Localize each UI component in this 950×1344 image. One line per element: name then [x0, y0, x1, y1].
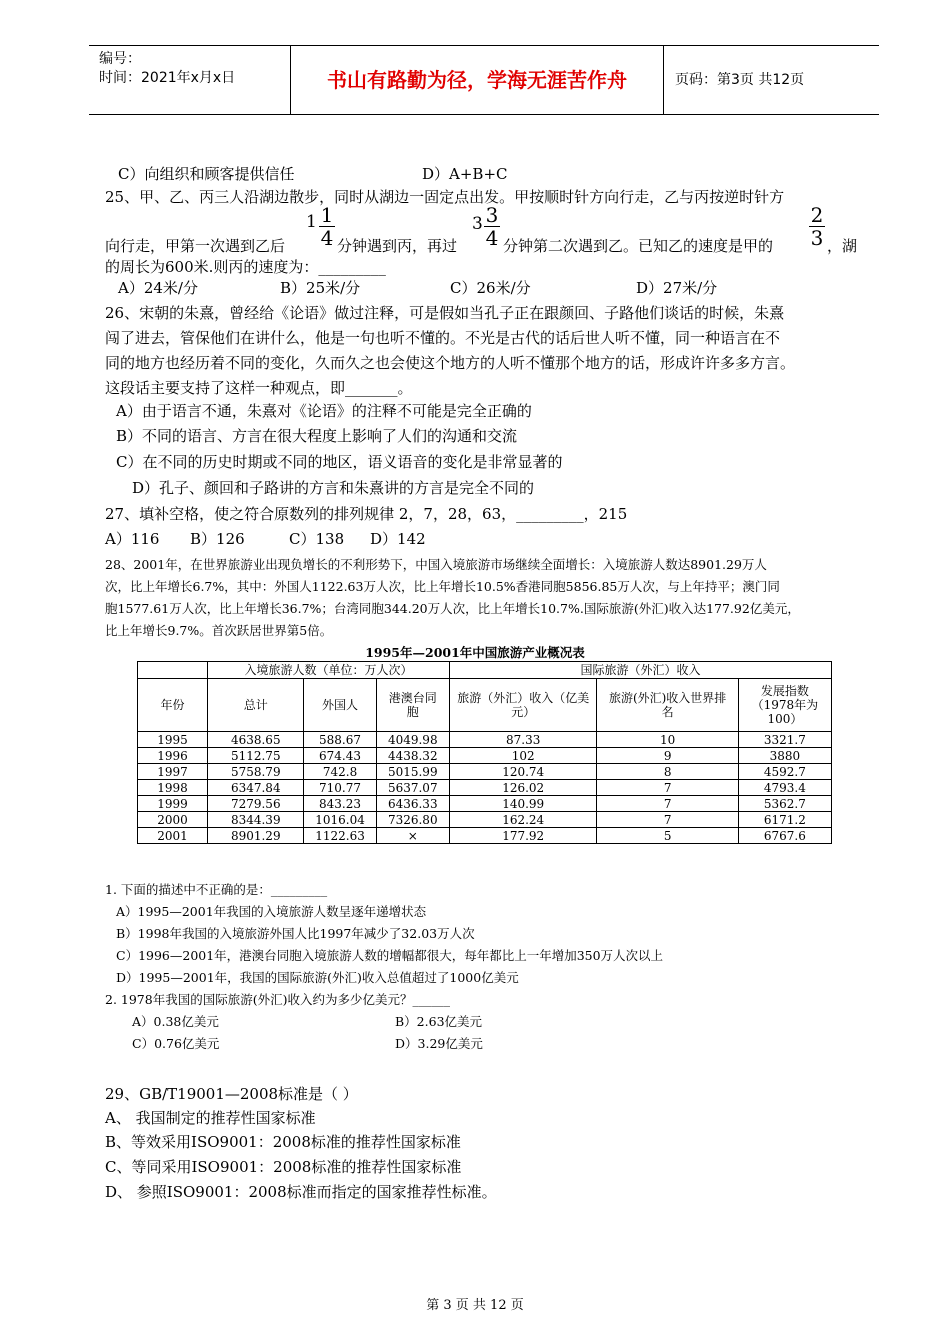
sub1-option-d: D）1995—2001年，我国的国际旅游(外汇)收入总值超过了1000亿美元	[116, 970, 519, 985]
table-cell: 4793.4	[738, 780, 831, 796]
table-cell: 1998	[138, 780, 208, 796]
q26-line3: 同的地方也经历着不同的变化，久而久之也会使这个地方的人听不懂那个地方的话，形成许许多多方言。	[105, 354, 796, 372]
table-cell: 102	[449, 748, 597, 764]
q25-line2d: ，湖	[827, 237, 858, 255]
q25-frac3-num: 2	[810, 203, 824, 227]
table-cell: 1997	[138, 764, 208, 780]
table-row	[138, 828, 832, 844]
q25-option-d: D）27米/分	[636, 279, 718, 297]
table-cell: 177.92	[449, 828, 597, 844]
table-header: 旅游(外汇)收入世界排名	[597, 679, 738, 732]
q26-option-c: C）在不同的历史时期或不同的地区，语义语音的变化是非常显著的	[116, 453, 563, 471]
table-cell-empty	[138, 662, 208, 679]
q26-line1: 26、宋朝的朱熹，曾经给《论语》做过注释，可是假如当孔子正在跟颜回、子路他们谈话的时候，朱熹	[105, 304, 785, 322]
q25-line1: 25、甲、乙、丙三人沿湖边散步，同时从湖边一固定点出发。甲按顺时针方向行走，乙与丙按逆时针方	[105, 188, 785, 206]
table-cell: 742.8	[304, 764, 376, 780]
q29-question: 29、GB/T19001—2008标准是（ ）	[105, 1085, 358, 1103]
table-header: 外国人	[304, 679, 376, 732]
q27-line1: 27、填补空格，使之符合原数列的排列规律 2，7，28，63，_________，215	[105, 505, 628, 523]
table-header: 发展指数（1978年为100）	[738, 679, 831, 732]
table-cell: 140.99	[449, 796, 597, 812]
q25-frac2-whole: 3	[472, 214, 483, 234]
q25-frac1	[319, 205, 335, 248]
q29-option-d: D、 参照ISO9001：2008标准而指定的国家推荐性标准。	[105, 1183, 497, 1201]
table-cell: 5	[597, 828, 738, 844]
table-cell: 120.74	[449, 764, 597, 780]
table-cell: 1016.04	[304, 812, 376, 828]
table-body	[138, 732, 832, 844]
sub2-option-d: D）3.29亿美元	[395, 1036, 483, 1051]
sub2-option-b: B）2.63亿美元	[395, 1014, 483, 1029]
table-cell: 1999	[138, 796, 208, 812]
table-cell: 126.02	[449, 780, 597, 796]
table-cell: 7	[597, 780, 738, 796]
q25-option-b: B）25米/分	[280, 279, 361, 297]
table-cell: ×	[376, 828, 449, 844]
table-cell: 7	[597, 812, 738, 828]
q25-line3: 的周长为600米.则丙的速度为：_________	[105, 258, 386, 276]
table-cell: 6767.6	[738, 828, 831, 844]
q29-option-a: A、 我国制定的推荐性国家标准	[105, 1109, 316, 1127]
q25-frac1-num: 1	[320, 203, 334, 227]
table-cell: 10	[597, 732, 738, 748]
header-time: 时间：2021年x月x日	[99, 70, 236, 86]
q27-option-c: C）138	[289, 530, 345, 548]
q25-frac2	[484, 205, 500, 248]
table-title: 1995年—2001年中国旅游产业概况表	[365, 645, 585, 660]
table-cell: 4592.7	[738, 764, 831, 780]
table-cell: 8901.29	[208, 828, 304, 844]
table-cell: 5758.79	[208, 764, 304, 780]
table-row	[138, 812, 832, 828]
q25-line2b: 分钟遇到丙，再过	[337, 237, 458, 255]
q28-line3: 胞1577.61万人次，比上年增长36.7%；台湾同胞344.20万人次，比上年增长10.7%.国际旅游(外汇)收入达177.92亿美元，	[105, 601, 800, 616]
header-page: 页码：第3页 共12页	[675, 72, 805, 88]
q26-line4: 这段话主要支持了这样一种观点，即_______。	[105, 379, 413, 397]
table-row	[138, 732, 832, 748]
q29-option-b: B、等效采用ISO9001：2008标准的推荐性国家标准	[105, 1133, 461, 1151]
table-cell: 6171.2	[738, 812, 831, 828]
table-row	[138, 796, 832, 812]
table-row	[138, 780, 832, 796]
table-cell: 2000	[138, 812, 208, 828]
table-group1: 入境旅游人数（单位：万人次）	[208, 662, 450, 679]
q24-option-d: D）A+B+C	[422, 165, 508, 183]
q25-option-a: A）24米/分	[118, 279, 198, 297]
q26-option-a: A）由于语言不通，朱熹对《论语》的注释不可能是完全正确的	[116, 402, 532, 420]
table-cell: 1122.63	[304, 828, 376, 844]
table-cell: 3321.7	[738, 732, 831, 748]
table-cell: 4638.65	[208, 732, 304, 748]
sub1-option-b: B）1998年我国的入境旅游外国人比1997年减少了32.03万人次	[116, 926, 475, 941]
q27-option-d: D）142	[370, 530, 426, 548]
table-cell: 6347.84	[208, 780, 304, 796]
q25-line2c: 分钟第二次遇到乙。已知乙的速度是甲的	[503, 237, 774, 255]
table-cell: 7	[597, 796, 738, 812]
table-cell: 162.24	[449, 812, 597, 828]
header-meta	[89, 46, 289, 118]
sub2-question: 2. 1978年我国的国际旅游(外汇)收入约为多少亿美元？______	[105, 992, 450, 1007]
table-cell: 1996	[138, 748, 208, 764]
sub1-option-a: A）1995—2001年我国的入境旅游人数呈逐年递增状态	[116, 904, 427, 919]
table-group-header	[138, 662, 832, 679]
q25-frac3-den: 3	[810, 226, 824, 250]
q28-line2: 次，比上年增长6.7%，其中：外国人1122.63万人次，比上年增长10.5%香港同胞5856.85万人次，与上年持平；澳门同	[105, 579, 780, 594]
table-cell: 2001	[138, 828, 208, 844]
header-motto: 书山有路勤为径，学海无涯苦作舟	[290, 46, 664, 114]
table-cell: 5362.7	[738, 796, 831, 812]
header-number: 编号：	[99, 51, 141, 67]
q25-line2a: 向行走，甲第一次遇到乙后	[105, 237, 286, 255]
q25-frac3	[809, 205, 825, 248]
q25-frac1-den: 4	[320, 226, 334, 250]
q26-option-b: B）不同的语言、方言在很大程度上影响了人们的沟通和交流	[116, 427, 518, 445]
page-header	[89, 45, 879, 115]
q26-option-d: D）孔子、颜回和子路讲的方言和朱熹讲的方言是完全不同的	[132, 479, 535, 497]
q25-frac2-den: 4	[485, 226, 499, 250]
q28-line4: 比上年增长9.7%。首次跃居世界第5倍。	[105, 623, 333, 638]
table-header: 年份	[138, 679, 208, 732]
table-cell: 5637.07	[376, 780, 449, 796]
q29-option-c: C、等同采用ISO9001：2008标准的推荐性国家标准	[105, 1158, 462, 1176]
table-cell: 710.77	[304, 780, 376, 796]
table-cell: 4049.98	[376, 732, 449, 748]
q25-frac2-num: 3	[485, 203, 499, 227]
table-cell: 3880	[738, 748, 831, 764]
table-cell: 843.23	[304, 796, 376, 812]
sub1-option-c: C）1996—2001年，港澳台同胞入境旅游人数的增幅都很大，每年都比上一年增加350万人次以上	[116, 948, 664, 963]
table-cell: 588.67	[304, 732, 376, 748]
table-cell: 9	[597, 748, 738, 764]
table-cell: 8	[597, 764, 738, 780]
table-group2: 国际旅游（外汇）收入	[449, 662, 831, 679]
table-cell: 87.33	[449, 732, 597, 748]
q28-line1: 28、2001年，在世界旅游业出现负增长的不利形势下，中国入境旅游市场继续全面增长：入境旅游人数达8901.29万人	[105, 557, 767, 572]
table-cell: 4438.32	[376, 748, 449, 764]
q25-frac1-whole: 1	[306, 212, 317, 232]
table-row	[138, 764, 832, 780]
table-cell: 7326.80	[376, 812, 449, 828]
table-cell: 5015.99	[376, 764, 449, 780]
q24-option-c: C）向组织和顾客提供信任	[118, 165, 295, 183]
table-cell: 5112.75	[208, 748, 304, 764]
table-cell: 674.43	[304, 748, 376, 764]
page-footer: 第 3 页 共 12 页	[426, 1298, 524, 1313]
table-header: 总计	[208, 679, 304, 732]
table-header: 旅游（外汇）收入（亿美元）	[449, 679, 597, 732]
table-cell: 8344.39	[208, 812, 304, 828]
q25-option-c: C）26米/分	[450, 279, 531, 297]
sub1-question: 1. 下面的描述中不正确的是：_________	[105, 882, 328, 897]
q26-line2: 闯了进去，管保他们在讲什么，他是一句也听不懂的。不光是古代的话后世人听不懂，同一种语言在不	[105, 329, 781, 347]
table-header: 港澳台同胞	[376, 679, 449, 732]
table-cell: 1995	[138, 732, 208, 748]
sub2-option-a: A）0.38亿美元	[132, 1014, 219, 1029]
tourism-table	[137, 661, 832, 844]
table-cell: 7279.56	[208, 796, 304, 812]
q27-option-a: A）116	[105, 530, 160, 548]
table-header-row	[138, 679, 832, 732]
table-row	[138, 748, 832, 764]
q27-option-b: B）126	[190, 530, 245, 548]
table-cell: 6436.33	[376, 796, 449, 812]
sub2-option-c: C）0.76亿美元	[132, 1036, 220, 1051]
